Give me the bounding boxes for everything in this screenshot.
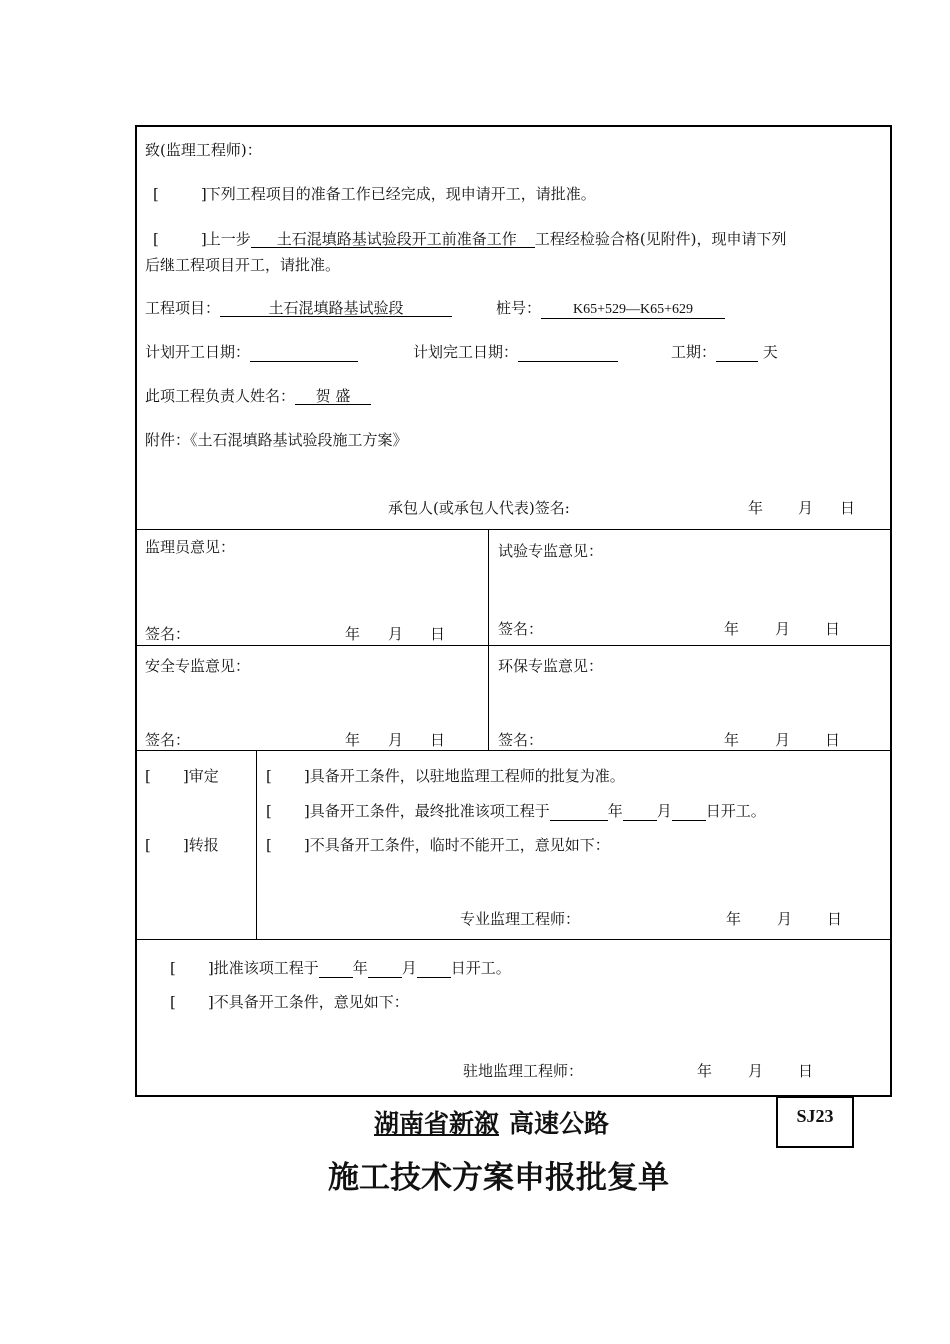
- duration-label: 工期：: [671, 343, 717, 361]
- specialist-engineer-label: 专业监理工程师：: [460, 910, 581, 928]
- contractor-year: 年: [748, 499, 764, 517]
- review-option-3-text: ]不具备开工条件，临时不能开工，意见如下：: [303, 836, 610, 854]
- contractor-sign-label: 承包人(或承包人代表)签名:: [388, 499, 570, 517]
- final-option-1-suffix: 日开工。: [450, 959, 511, 977]
- review-option-2[interactable]: [266, 800, 766, 821]
- safety-year: 年: [345, 731, 361, 749]
- followup-continuation: 后继工程项目开工，请批准。: [145, 256, 341, 274]
- review-year-field[interactable]: [550, 805, 608, 821]
- safety-day: 日: [430, 731, 446, 749]
- option-ready: [153, 183, 596, 204]
- stake-row: [496, 297, 725, 319]
- specialist-year: 年: [726, 910, 742, 928]
- divider-3: [135, 750, 890, 751]
- safety-opinion-label: 安全专监意见：: [145, 657, 251, 675]
- project-title-underlined: 湖南省新溆: [374, 1109, 500, 1138]
- env-opinion-label: 环保专监意见：: [498, 657, 604, 675]
- resident-day: 日: [798, 1062, 814, 1080]
- plan-start-field[interactable]: [250, 346, 358, 362]
- final-option-1[interactable]: [170, 957, 511, 978]
- contractor-day: 日: [840, 499, 856, 517]
- forward-option[interactable]: [145, 834, 219, 855]
- safety-sign: 签名：: [145, 731, 191, 749]
- forward-bracket: [: [145, 836, 151, 854]
- lab-opinion-label: 试验专监意见：: [498, 542, 604, 560]
- project-field[interactable]: 土石混填路基试验段: [220, 300, 452, 317]
- resident-month: 月: [748, 1062, 764, 1080]
- review-option-2-text: ]具备开工条件，最终批准该项工程于: [303, 802, 550, 820]
- review-option-1-text: ]具备开工条件，以驻地监理工程师的批复为准。: [303, 767, 625, 785]
- resident-year: 年: [697, 1062, 713, 1080]
- supervisor-sign: 签名：: [145, 625, 191, 643]
- lab-sign: 签名：: [498, 620, 544, 638]
- env-month: 月: [775, 731, 791, 749]
- approve-text: ]审定: [182, 767, 219, 785]
- manager-label: 此项工程负责人姓名：: [145, 387, 296, 405]
- manager-row: [145, 385, 371, 406]
- review-month-unit: 月: [656, 802, 672, 820]
- final-year-field[interactable]: [319, 962, 353, 978]
- supervisor-day: 日: [430, 625, 446, 643]
- followup-suffix: 工程经检验合格(见附件)，现申请下列: [534, 230, 787, 248]
- form-code: SJ23: [776, 1096, 854, 1148]
- review-day-field[interactable]: [672, 805, 706, 821]
- final-year-unit: 年: [352, 959, 368, 977]
- review-year-unit: 年: [607, 802, 623, 820]
- final-option-1-bracket: [: [170, 959, 176, 977]
- project-label: 工程项目：: [145, 299, 221, 317]
- env-day: 日: [825, 731, 841, 749]
- approve-option[interactable]: [145, 765, 219, 786]
- review-option-3[interactable]: [266, 834, 610, 855]
- review-month-field[interactable]: [623, 805, 657, 821]
- lab-year: 年: [724, 620, 740, 638]
- review-option-2-suffix: 日开工。: [705, 802, 766, 820]
- final-option-2-text: ]不具备开工条件，意见如下：: [207, 993, 409, 1011]
- form-title: 施工技术方案申报批复单: [328, 1160, 669, 1196]
- divider-v-opinions: [488, 530, 489, 750]
- supervisor-opinion-label: 监理员意见：: [145, 538, 236, 556]
- final-option-1-text: ]批准该项工程于: [207, 959, 319, 977]
- divider-4: [135, 939, 890, 940]
- final-day-field[interactable]: [417, 962, 451, 978]
- checkbox-ready[interactable]: [ ]: [153, 185, 207, 203]
- final-month-field[interactable]: [368, 962, 402, 978]
- duration-field[interactable]: [716, 346, 758, 362]
- duration-row: [671, 341, 778, 362]
- option-followup: [153, 228, 787, 249]
- stake-field[interactable]: K65+529—K65+629: [541, 302, 725, 319]
- attachment: 附件：《土石混填路基试验段施工方案》: [145, 431, 408, 449]
- followup-prefix: 上一步: [205, 230, 251, 248]
- env-sign: 签名：: [498, 731, 544, 749]
- prior-work-field[interactable]: 土石混填路基试验段开工前准备工作: [251, 231, 535, 248]
- final-month-unit: 月: [401, 959, 417, 977]
- review-option-3-bracket: [: [266, 836, 272, 854]
- divider-1: [135, 529, 890, 530]
- lab-month: 月: [775, 620, 791, 638]
- option-ready-text: 下列工程项目的准备工作已经完成，现申请开工，请批准。: [205, 185, 596, 203]
- checkbox-followup[interactable]: [ ]: [153, 230, 207, 248]
- plan-start-row: [145, 341, 358, 362]
- day-unit: 天: [762, 343, 778, 361]
- project-row: [145, 297, 452, 318]
- lab-day: 日: [825, 620, 841, 638]
- resident-engineer-label: 驻地监理工程师：: [463, 1062, 584, 1080]
- final-option-2[interactable]: [170, 991, 409, 1012]
- specialist-month: 月: [777, 910, 793, 928]
- final-option-2-bracket: [: [170, 993, 176, 1011]
- stake-label: 桩号：: [496, 299, 542, 317]
- divider-v-review: [256, 751, 257, 939]
- supervisor-month: 月: [388, 625, 404, 643]
- review-option-1[interactable]: [266, 765, 625, 786]
- review-option-2-bracket: [: [266, 802, 272, 820]
- specialist-day: 日: [827, 910, 843, 928]
- plan-end-field[interactable]: [518, 346, 618, 362]
- plan-end-row: [413, 341, 618, 362]
- forward-text: ]转报: [182, 836, 219, 854]
- contractor-month: 月: [798, 499, 814, 517]
- divider-2: [135, 645, 890, 646]
- project-title: [360, 1104, 609, 1140]
- review-option-1-bracket: [: [266, 767, 272, 785]
- supervisor-year: 年: [345, 625, 361, 643]
- project-title-rest: 高速公路: [509, 1109, 610, 1138]
- safety-month: 月: [388, 731, 404, 749]
- plan-end-label: 计划完工日期：: [413, 343, 519, 361]
- env-year: 年: [724, 731, 740, 749]
- plan-start-label: 计划开工日期：: [145, 343, 251, 361]
- approve-bracket: [: [145, 767, 151, 785]
- manager-field[interactable]: 贺 盛: [295, 388, 371, 405]
- addressee: 致(监理工程师)：: [145, 141, 262, 159]
